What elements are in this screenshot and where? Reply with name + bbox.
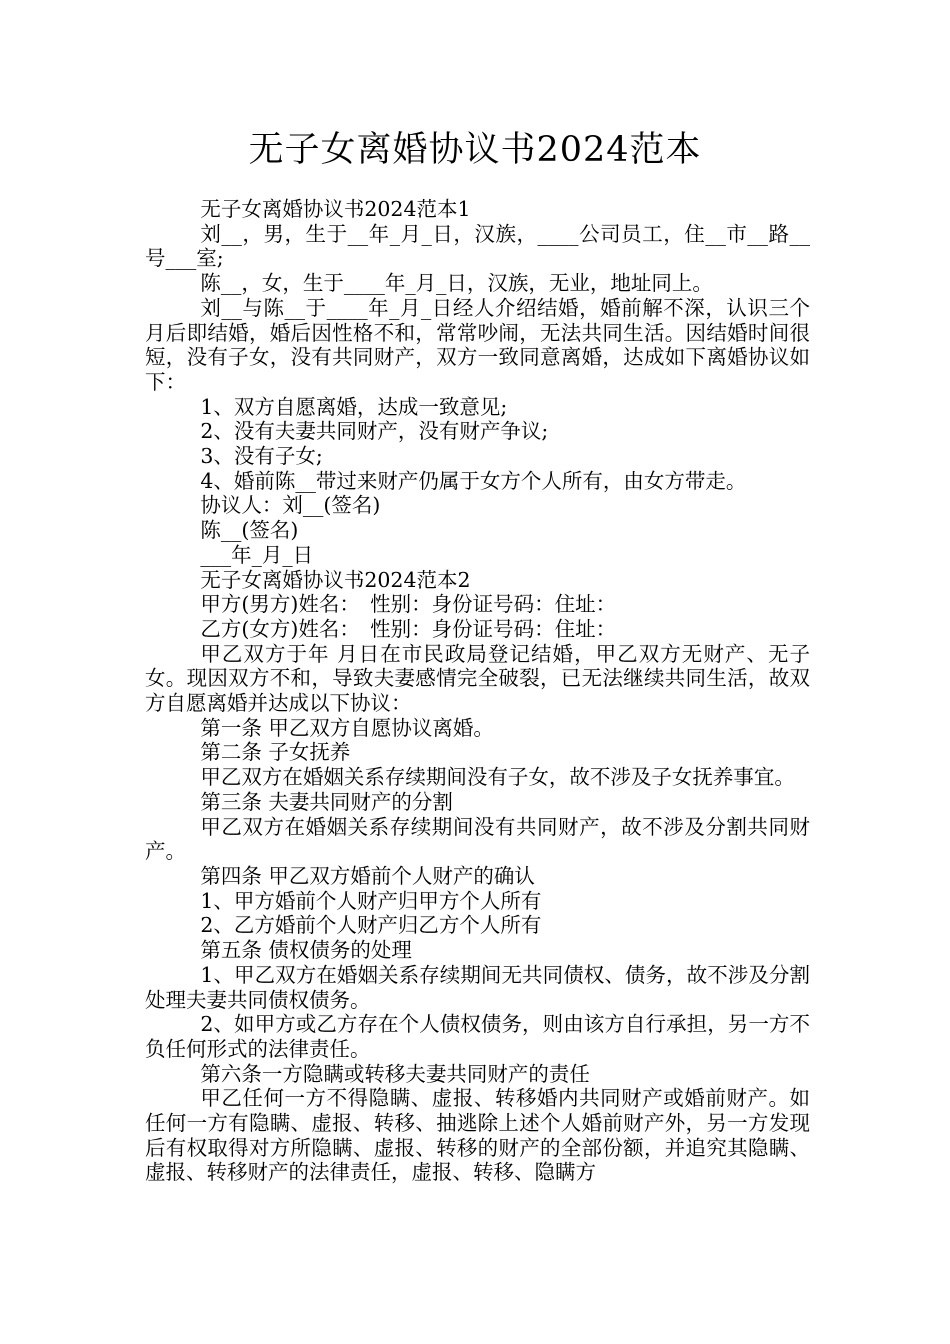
party-info-paragraph: 刘__，男，生于__年_月_日，汉族，____公司员工，住__市__路__号___室; bbox=[145, 221, 810, 271]
date-line: ___年_月_日 bbox=[200, 542, 314, 567]
list-item: 1、甲乙双方在婚姻关系存续期间无共同债权、债务，故不涉及分割处理夫妻共同债权债务。 bbox=[145, 962, 810, 1012]
article-heading: 第五条 债权债务的处理 bbox=[200, 938, 412, 963]
list-item: 2、没有夫妻共同财产，没有财产争议; bbox=[200, 419, 549, 444]
signature-line: 陈__(签名) bbox=[200, 518, 299, 543]
section-heading: 无子女离婚协议书2024范本1 bbox=[200, 197, 471, 221]
article-heading: 第一条 甲乙双方自愿协议离婚。 bbox=[200, 715, 494, 740]
section-heading: 无子女离婚协议书2024范本2 bbox=[200, 567, 471, 592]
article-heading: 第三条 夫妻共同财产的分割 bbox=[200, 789, 453, 814]
signature-line: 协议人：刘__(签名) bbox=[200, 493, 381, 518]
list-item: 4、婚前陈__带过来财产仍属于女方个人所有，由女方带走。 bbox=[200, 468, 747, 493]
body-paragraph: 甲乙任何一方不得隐瞒、虚报、转移婚内共同财产或婚前财产。如任何一方有隐瞒、虚报、转移、抽逃除上述个人婚前财产外，另一方发现后有权取得对方所隐瞒、虚报、转移的财产的全部份额，并追究其隐瞒、虚报、转移财产的法律责任，虚报、转移、隐瞒方 bbox=[145, 1086, 810, 1185]
party-info-paragraph: 甲方(男方)姓名： 性别：身份证号码：住址： bbox=[200, 592, 617, 617]
body-paragraph: 甲乙双方在婚姻关系存续期间没有共同财产，故不涉及分割共同财产。 bbox=[145, 814, 810, 864]
list-item: 1、甲方婚前个人财产归甲方个人所有 bbox=[200, 888, 542, 913]
list-item: 2、如甲方或乙方存在个人债权债务，则由该方自行承担，另一方不负任何形式的法律责任。 bbox=[145, 1012, 810, 1061]
body-paragraph: 甲乙双方于年 月日在市民政局登记结婚，甲乙双方无财产、无子女。现因双方不和，导致夫妻感情完全破裂，已无法继续共同生活，故双方自愿离婚并达成以下协议： bbox=[145, 641, 810, 716]
article-heading: 第四条 甲乙双方婚前个人财产的确认 bbox=[200, 863, 535, 888]
party-info-paragraph: 陈__，女，生于____年_月_日，汉族，无业，地址同上。 bbox=[200, 271, 713, 296]
body-paragraph: 甲乙双方在婚姻关系存续期间没有子女，故不涉及子女抚养事宜。 bbox=[200, 765, 795, 790]
list-item: 3、没有子女; bbox=[200, 444, 323, 469]
article-heading: 第六条一方隐瞒或转移夫妻共同财产的责任 bbox=[200, 1061, 590, 1086]
list-item: 2、乙方婚前个人财产归乙方个人所有 bbox=[200, 913, 542, 938]
document-title: 无子女离婚协议书2024范本 bbox=[248, 130, 702, 170]
list-item: 1、双方自愿离婚，达成一致意见; bbox=[200, 394, 508, 419]
body-paragraph: 刘__与陈__于____年_月_日经人介绍结婚，婚前解不深，认识三个月后即结婚，婚后因性格不和，常常吵闹，无法共同生活。因结婚时间很短，没有子女，没有共同财产，双方一致同意离婚，达成如下离婚协议如下： bbox=[145, 295, 810, 394]
party-info-paragraph: 乙方(女方)姓名： 性别：身份证号码：住址： bbox=[200, 616, 617, 641]
article-heading: 第二条 子女抚养 bbox=[200, 740, 351, 765]
document-body bbox=[145, 197, 810, 1185]
